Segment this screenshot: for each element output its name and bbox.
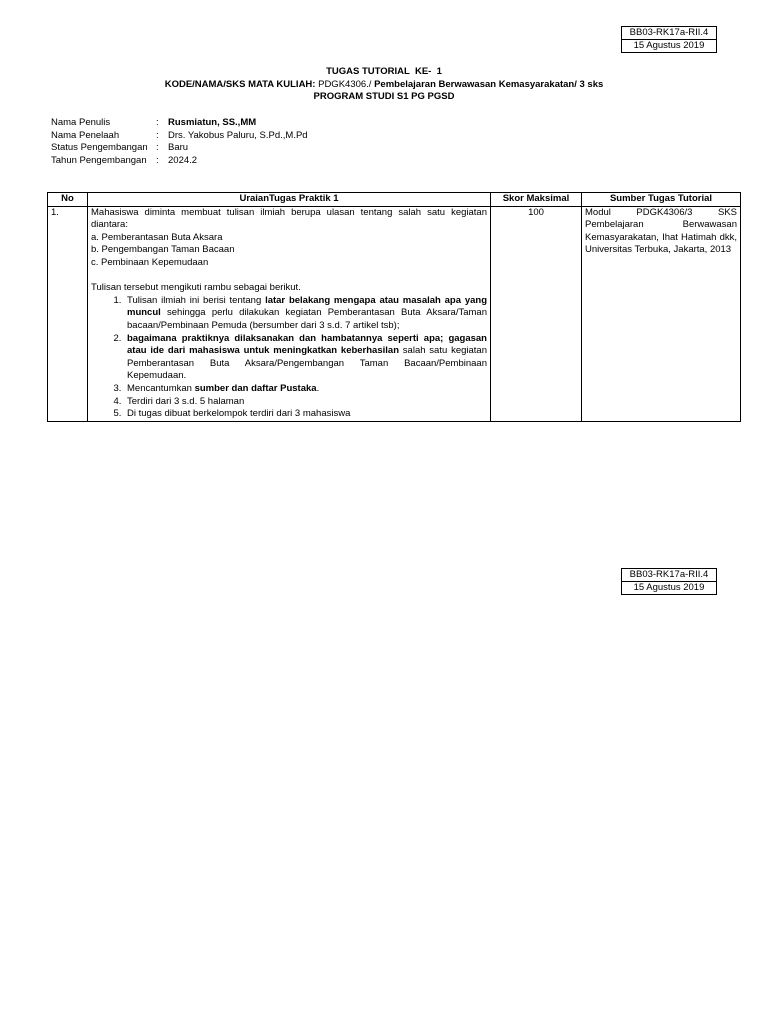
document-code-box-top xyxy=(621,26,717,53)
info-separator: : xyxy=(156,142,159,153)
course-label: KODE/NAMA/SKS MATA KULIAH: xyxy=(164,78,316,90)
info-separator: : xyxy=(156,117,159,128)
max-score: 100 xyxy=(491,206,582,421)
document-header xyxy=(0,66,768,104)
task-option: c. Pembinaan Kepemudaan xyxy=(91,256,209,268)
info-label: Nama Penelaah xyxy=(51,129,120,141)
document-title: TUGAS TUTORIAL KE- 1 xyxy=(326,66,442,77)
info-separator: : xyxy=(156,129,159,141)
document-date: 15 Agustus 2019 xyxy=(622,581,717,594)
info-row-tahun xyxy=(51,155,308,168)
header-sumber: Sumber Tugas Tutorial xyxy=(582,193,741,207)
rule-item: 3. Mencantumkan sumber dan daftar Pustaka. xyxy=(124,383,487,396)
task-intro: Mahasiswa diminta membuat tulisan ilmiah berupa ulasan tentang salah satu kegiatan diantara: xyxy=(91,206,487,231)
header-uraian: UraianTugas Praktik 1 xyxy=(88,193,491,207)
info-row-penulis xyxy=(51,117,308,130)
document-code: BB03-RK17a-RII.4 xyxy=(622,569,717,582)
info-label: Status Pengembangan xyxy=(51,142,148,153)
header-skor: Skor Maksimal xyxy=(491,193,582,207)
course-name: Pembelajaran Berwawasan Kemasyarakatan/ 3 sks xyxy=(374,78,604,90)
rules-intro: Tulisan tersebut mengikuti rambu sebagai berikut. xyxy=(91,282,301,294)
rule-item: 1. Tulisan ilmiah ini berisi tentang latar belakang mengapa atau masalah apa yang muncul sehingga perlu dilakukan kegiatan Pemberantasan Buta Aksara/Taman bacaan/Pembinaan Pemuda (bersumber dari 3 s.d. 7 artikel tsb); xyxy=(124,295,487,333)
task-table-header xyxy=(48,193,741,207)
document-code: BB03-RK17a-RII.4 xyxy=(622,27,717,40)
info-value: Drs. Yakobus Paluru, S.Pd.,M.Pd xyxy=(168,129,308,141)
rule-item: 5. Di tugas dibuat berkelompok terdiri dari 3 mahasiswa xyxy=(124,408,487,421)
info-value: 2024.2 xyxy=(168,154,198,166)
task-source: Modul PDGK4306/3 SKS Pembelajaran Berwawasan Kemasyarakatan, Ihat Hatimah dkk, Universitas Terbuka, Jakarta, 2013 xyxy=(582,206,741,421)
header-no: No xyxy=(48,193,88,207)
rule-item: 2. bagaimana praktiknya dilaksanakan dan hambatannya seperti apa; gagasan atau ide dari mahasiswa untuk meningkatkan keberhasilan salah satu kegiatan Pemberantasan Buta Aksara/Pengembangan Taman Bacaan/Pembinaan Kepemudaan. xyxy=(124,333,487,383)
program-name: PROGRAM STUDI S1 PG PGSD xyxy=(313,91,455,102)
table-row xyxy=(48,206,741,421)
row-number: 1. xyxy=(48,206,88,421)
info-table xyxy=(51,117,308,167)
info-value: Rusmiatun, SS.,MM xyxy=(168,117,257,128)
course-code: PDGK4306./ xyxy=(318,78,372,90)
course-line xyxy=(0,79,768,92)
rules-list xyxy=(91,295,487,421)
info-separator: : xyxy=(156,154,159,166)
rule-item: 4. Terdiri dari 3 s.d. 5 halaman xyxy=(124,396,487,409)
task-option: b. Pengembangan Taman Bacaan xyxy=(91,244,235,256)
info-row-status xyxy=(51,142,308,155)
task-table xyxy=(47,192,741,422)
info-row-penelaah xyxy=(51,130,308,143)
document-code-box-bottom xyxy=(621,568,717,595)
document-date: 15 Agustus 2019 xyxy=(622,39,717,52)
info-label: Nama Penulis xyxy=(51,117,111,128)
info-value: Baru xyxy=(168,142,189,153)
info-label: Tahun Pengembangan xyxy=(51,154,147,166)
task-description xyxy=(88,206,491,421)
task-option: a. Pemberantasan Buta Aksara xyxy=(91,231,223,243)
